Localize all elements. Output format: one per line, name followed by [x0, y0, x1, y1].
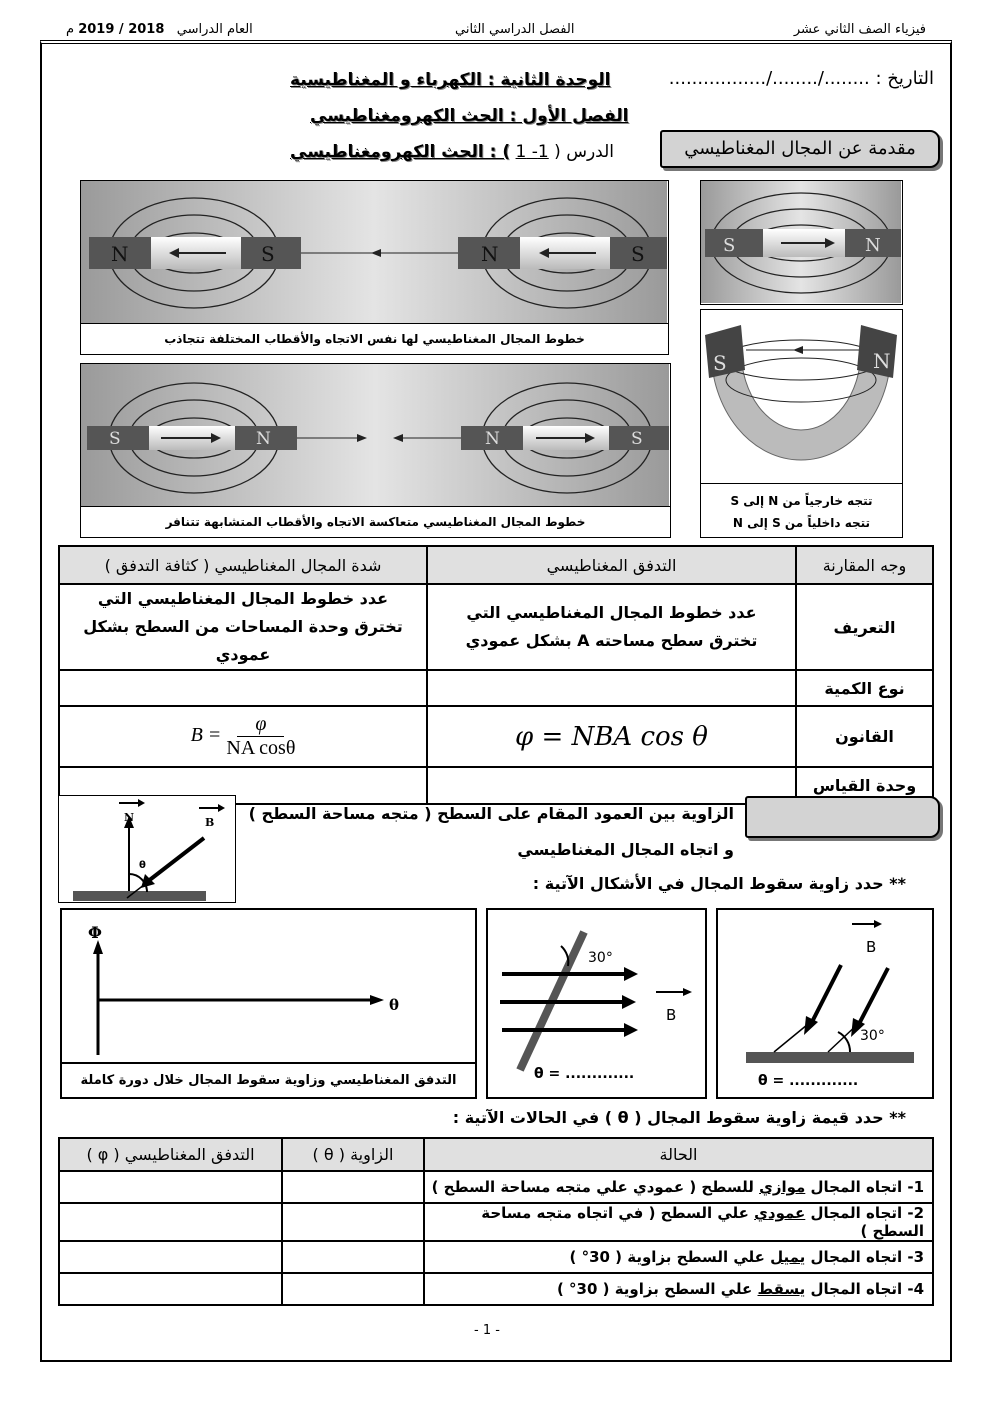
field-label: B — [205, 816, 215, 829]
angle-answer[interactable] — [282, 1273, 424, 1305]
lesson-label: الدرس ( — [554, 142, 614, 162]
year-value: 2018 / 2019 — [78, 22, 165, 37]
x-axis-label: θ — [389, 996, 400, 1014]
case-keyword: عمودي — [754, 1204, 806, 1222]
repel-magnets-diagram — [81, 364, 669, 506]
angle-answer[interactable] — [282, 1241, 424, 1273]
chapter-title: الفصل الأول : الحث الكهرومغناطيسي — [310, 106, 629, 126]
graph-caption: التدفق المغناطيسي وزاوية سقوط المجال خلال دورة كاملة — [62, 1062, 475, 1097]
case-prefix: 4- اتجاه المجال — [805, 1280, 924, 1298]
year-header — [66, 22, 253, 37]
lesson-title — [290, 142, 614, 162]
case-suffix: علي السطح بزاوية ( 30° ) — [569, 1248, 771, 1266]
page-number: - 1 - — [474, 1323, 500, 1338]
case-text — [424, 1203, 933, 1241]
pole-n-label: N — [481, 242, 499, 266]
outside-caption: تتجه خارجياً من N إلى S — [730, 494, 873, 508]
horseshoe-figure — [700, 309, 903, 538]
pole-s-label: S — [261, 242, 275, 266]
header-flux: التدفق المغناطيسي — [427, 546, 796, 584]
case-prefix: 3- اتجاه المجال — [805, 1248, 924, 1266]
date-line — [669, 68, 934, 89]
subject-header: فيزياء الصف الثاني عشر — [793, 22, 926, 37]
table-row — [59, 1203, 933, 1241]
row-label: وحدة القياس — [796, 767, 933, 804]
date-value: ......../......../................. — [668, 68, 870, 89]
angle-figure-a — [486, 908, 707, 1099]
unit-title: الوحدة الثانية : الكهرباء و المغناطيسية — [290, 70, 611, 90]
header-case: الحالة — [424, 1138, 933, 1171]
row-label: القانون — [796, 706, 933, 767]
flux-answer[interactable] — [59, 1203, 282, 1241]
task2-heading: ** حدد قيمة زاوية سقوط المجال ( θ ) في الحالات الآتية : — [452, 1108, 906, 1127]
table-row — [59, 584, 933, 670]
repel-caption: خطوط المجال المغناطيسي متعاكسة الاتجاه والأقطاب المتشابهة تتنافر — [81, 506, 670, 537]
repel-figure — [80, 363, 671, 538]
table-row — [59, 670, 933, 706]
formula-lhs: B = — [190, 724, 222, 746]
pole-s-label: S — [631, 242, 645, 266]
flux-answer[interactable] — [59, 1241, 282, 1273]
field-label: B — [866, 938, 877, 956]
oblique-field-diagram — [718, 910, 932, 1097]
attract-figure — [80, 180, 669, 355]
case-suffix: للسطح ( عمودي علي متجه مساحة السطح ) — [431, 1178, 760, 1196]
table-header-row — [59, 1138, 933, 1171]
flux-quantity-type[interactable] — [427, 670, 796, 706]
pole-n-label: N — [865, 235, 881, 256]
flux-unit[interactable] — [427, 767, 796, 804]
formula-denominator: NA cosθ — [226, 737, 296, 759]
comparison-table — [58, 545, 934, 805]
header-field: شدة المجال المغناطيسي ( كثافة التدفق ) — [59, 546, 427, 584]
angle-answer[interactable] — [282, 1203, 424, 1241]
theta-label: θ — [139, 860, 146, 871]
horseshoe-magnet-diagram — [701, 310, 901, 482]
flux-answer[interactable] — [59, 1273, 282, 1305]
case-prefix: 1- اتجاه المجال — [805, 1178, 924, 1196]
formula-fraction — [226, 713, 295, 760]
row-label: التعريف — [796, 584, 933, 670]
pole-s-label: S — [109, 429, 121, 449]
flux-answer[interactable] — [59, 1171, 282, 1203]
field-label: B — [666, 1006, 677, 1024]
table-row — [59, 1171, 933, 1203]
flux-definition: عدد خطوط المجال المغناطيسي التي تخترق سطح مساحته A بشكل عمودي — [427, 584, 796, 670]
field-quantity-type[interactable] — [59, 670, 427, 706]
angle-answer[interactable] — [282, 1171, 424, 1203]
cases-table — [58, 1137, 934, 1306]
angle-definition-line2: و اتجاه المجال المغناطيسي — [517, 840, 734, 859]
row-label: نوع الكمية — [796, 670, 933, 706]
normal-and-field-diagram — [59, 796, 234, 901]
case-text — [424, 1241, 933, 1273]
table-row — [59, 706, 933, 767]
angle-definition-figure — [58, 795, 236, 903]
table-row — [59, 1241, 933, 1273]
date-label: التاريخ : — [875, 68, 934, 89]
inside-caption: تتجه داخلياً من S إلى N — [732, 516, 871, 530]
header-flux: التدفق المغناطيسي ( φ ) — [59, 1138, 282, 1171]
angle-figure-b — [716, 908, 934, 1099]
pole-s-label: S — [713, 351, 727, 375]
task1-heading: ** حدد زاوية سقوط المجال في الأشكال الآتية : — [532, 874, 906, 893]
answer-blank[interactable]: θ = ............. — [758, 1073, 859, 1089]
inclined-surface-diagram — [488, 910, 705, 1097]
term-banner — [745, 796, 940, 838]
case-prefix: 2- اتجاه المجال — [805, 1204, 924, 1222]
y-axis-label: Φ — [88, 923, 102, 942]
attract-caption: خطوط المجال المغناطيسي لها نفس الاتجاه والأقطاب المختلفة تتجاذب — [81, 323, 668, 354]
pole-s-label: S — [631, 429, 643, 449]
bar-magnet-figure — [700, 180, 903, 305]
lesson-number: 1- 1 — [515, 142, 549, 162]
angle-definition-line1: الزاوية بين العمود المقام على السطح ( متجه مساحة السطح ) — [248, 804, 734, 823]
angle-label: 30° — [860, 1028, 885, 1044]
pole-n-label: N — [256, 429, 271, 449]
field-definition: عدد خطوط المجال المغناطيسي التي تخترق وحدة المساحات من السطح بشكل عمودي — [59, 584, 427, 670]
year-suffix: م — [66, 22, 75, 37]
pole-n-label: N — [485, 429, 500, 449]
intro-banner: مقدمة عن المجال المغناطيسي — [660, 130, 940, 168]
attract-magnets-diagram — [81, 181, 667, 323]
pole-n-label: N — [111, 242, 129, 266]
lesson-name: ) : الحث الكهرومغناطيسي — [290, 142, 511, 162]
header-aspect: وجه المقارنة — [796, 546, 933, 584]
case-keyword: يميل — [770, 1248, 806, 1266]
table-header-row — [59, 546, 933, 584]
case-keyword: يسقط — [757, 1280, 806, 1298]
flux-angle-graph — [60, 908, 477, 1099]
pole-s-label: S — [723, 235, 736, 256]
field-direction-captions — [701, 483, 902, 534]
bar-magnet-diagram — [701, 181, 901, 303]
normal-label: N — [124, 811, 135, 824]
term-header: الفصل الدراسي الثاني — [455, 22, 575, 37]
case-text — [424, 1171, 933, 1203]
field-formula — [59, 706, 427, 767]
header-angle: الزاوية ( θ ) — [282, 1138, 424, 1171]
year-label: العام الدراسي — [176, 22, 253, 37]
answer-blank[interactable]: θ = ............. — [534, 1066, 635, 1082]
formula-numerator: φ — [237, 713, 284, 737]
case-suffix: علي السطح بزاوية ( 30° ) — [556, 1280, 758, 1298]
table-row — [59, 1273, 933, 1305]
case-keyword: موازي — [759, 1178, 806, 1196]
pole-n-label: N — [873, 349, 891, 373]
angle-label: 30° — [588, 950, 613, 966]
case-text — [424, 1273, 933, 1305]
flux-formula: φ = NBA cos θ — [427, 706, 796, 767]
case-suffix: علي السطح ( في اتجاه متجه مساحة السطح ) — [481, 1204, 924, 1240]
graph-axes — [62, 910, 475, 1062]
